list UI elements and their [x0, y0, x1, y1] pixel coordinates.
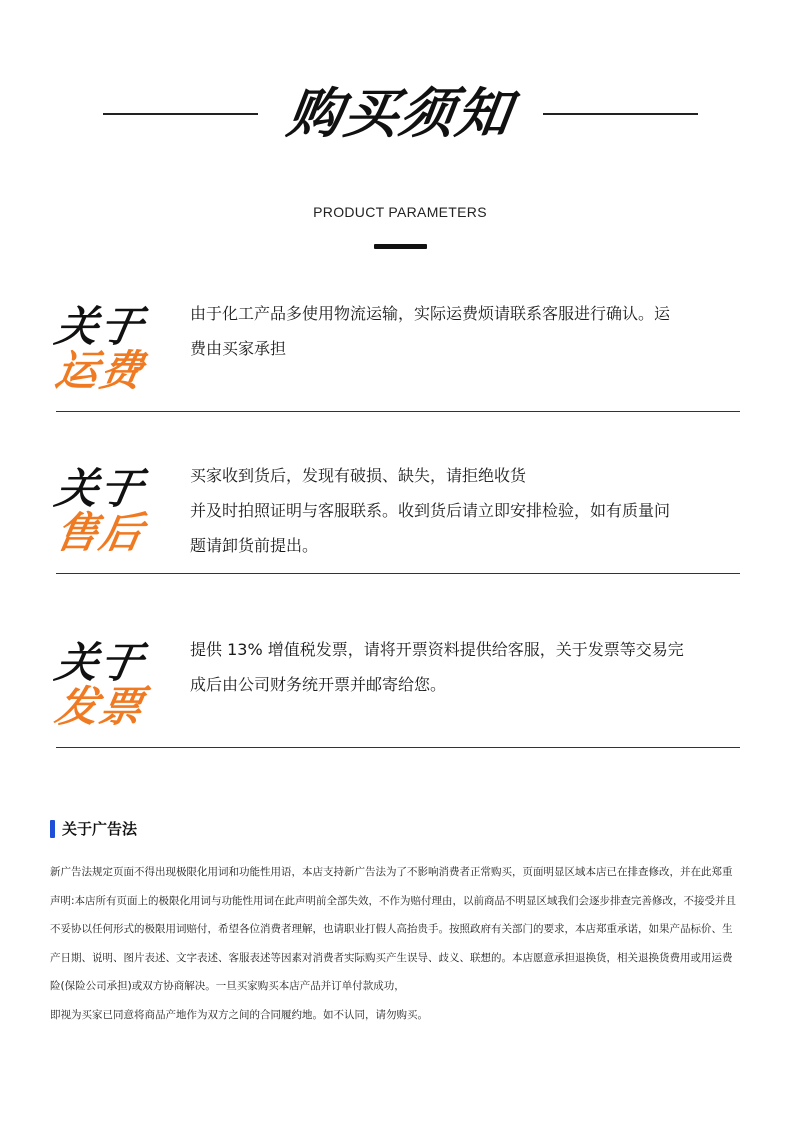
section-divider	[56, 747, 740, 748]
text-line: 题请卸货前提出。	[190, 536, 319, 555]
text-line: 并及时拍照证明与客服联系。收到货后请立即安排检验，如有质量问	[190, 501, 671, 520]
ad-law-line: 不妥协以任何形式的极限用词赔付，希望各位消费者理解，也请职业打假人高抬贵手。按照政府有关部门的要求，本店郑重承诺，如果产品标价、生	[50, 923, 733, 935]
badge-top-text: 关于	[51, 464, 149, 513]
text-line: 买家收到货后，发现有破损、缺失，请拒绝收货	[190, 466, 527, 485]
text-line: 由于化工产品多使用物流运输，实际运费烦请联系客服进行确认。运	[190, 304, 671, 323]
section-text-invoice	[190, 632, 745, 702]
section-badge-after-sales	[51, 464, 166, 557]
section-badge-shipping	[51, 302, 166, 395]
section-divider	[56, 411, 740, 412]
ad-law-heading	[50, 818, 137, 839]
title-divider-left	[103, 113, 258, 115]
title-divider-right	[543, 113, 698, 115]
heading-marker	[50, 820, 55, 838]
subtitle-underline	[374, 244, 427, 249]
page-subtitle: PRODUCT PARAMETERS	[313, 204, 487, 220]
badge-bottom-text: 发票	[51, 682, 149, 731]
badge-top-text: 关于	[51, 638, 149, 687]
text-line: 费由买家承担	[190, 339, 287, 358]
header	[0, 0, 800, 260]
ad-law-line: 即视为买家已同意将商品产地作为双方之间的合同履约地。如不认同，请勿购买。	[50, 1008, 428, 1021]
badge-bottom-text: 运费	[51, 346, 149, 395]
ad-law-title: 关于广告法	[62, 820, 138, 838]
ad-law-line: 险(保险公司承担)或双方协商解决。一旦买家购买本店产品并订单付款成功，	[50, 980, 405, 992]
ad-law-body	[50, 858, 750, 1029]
section-text-shipping	[190, 296, 745, 366]
text-line: 成后由公司财务统开票并邮寄给您。	[190, 675, 447, 694]
section-badge-invoice	[51, 638, 166, 731]
text-line: 提供 13% 增值税发票，请将开票资料提供给客服，关于发票等交易完	[190, 640, 684, 659]
ad-law-line: 产日期、说明、图片表述、文字表述、客服表述等因素对消费者实际购买产生误导、歧义、联想的。本店愿意承担退换货，相关退换货费用或用运费	[50, 951, 733, 964]
section-text-after-sales	[190, 458, 745, 563]
ad-law-line: 新广告法规定页面不得出现极限化用词和功能性用语，本店支持新广告法为了不影响消费者正常购买，页面明显区域本店已在排查修改，并在此郑重	[50, 866, 733, 878]
badge-bottom-text: 售后	[51, 508, 149, 557]
ad-law-line: 声明:本店所有页面上的极限化用词与功能性用词在此声明前全部失效，不作为赔付理由，以前商品不明显区域我们会逐步排查完善修改，不接受并且	[50, 894, 737, 907]
page-title: 购买须知	[283, 82, 517, 145]
section-divider	[56, 573, 740, 574]
badge-top-text: 关于	[51, 302, 149, 351]
